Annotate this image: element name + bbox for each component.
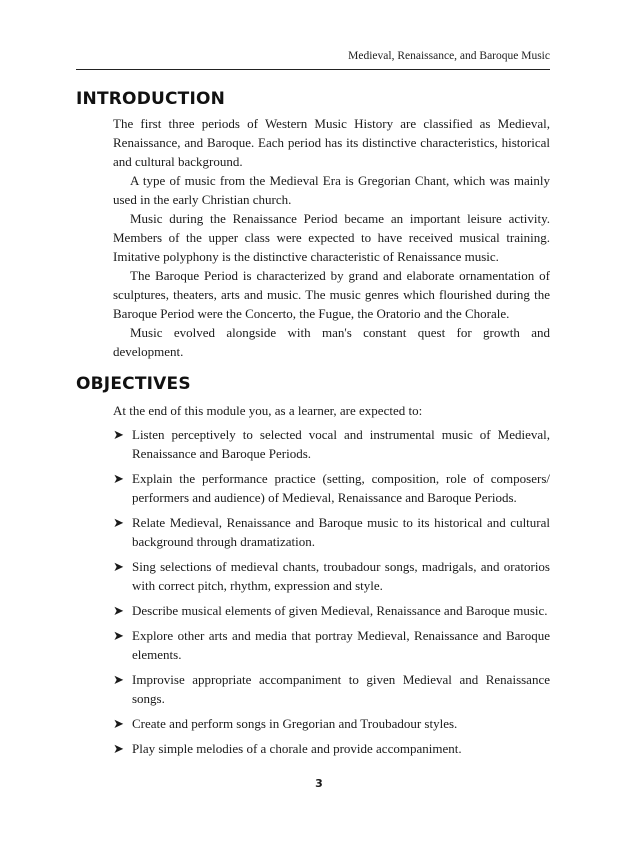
objectives-heading: OBJECTIVES (76, 374, 191, 394)
arrowhead-bullet-icon: ➤ (113, 515, 124, 530)
intro-paragraph: Music evolved alongside with man's constant quest for growth and development. (113, 325, 550, 359)
objectives-list (113, 425, 550, 764)
intro-paragraph: A type of music from the Medieval Era is Gregorian Chant, which was mainly used in the early Christian church. (113, 173, 550, 207)
arrowhead-bullet-icon: ➤ (113, 471, 124, 486)
list-item (113, 513, 550, 551)
introduction-body (113, 114, 550, 361)
introduction-heading: INTRODUCTION (76, 89, 226, 109)
list-item (113, 425, 550, 463)
arrowhead-bullet-icon: ➤ (113, 741, 124, 756)
objective-text: Explore other arts and media that portray Medieval, Renaissance and Baroque elements. (132, 628, 550, 662)
arrowhead-bullet-icon: ➤ (113, 559, 124, 574)
arrowhead-bullet-icon: ➤ (113, 672, 124, 687)
objective-text: Sing selections of medieval chants, troubadour songs, madrigals, and oratorios with correct pitch, rhythm, expression and style. (132, 559, 550, 593)
header-rule (76, 69, 550, 70)
arrowhead-bullet-icon: ➤ (113, 427, 124, 442)
list-item (113, 739, 550, 758)
list-item (113, 714, 550, 733)
objective-text: Listen perceptively to selected vocal and instrumental music of Medieval, Renaissance and Baroque Periods. (132, 427, 550, 461)
arrowhead-bullet-icon: ➤ (113, 603, 124, 618)
objective-text: Describe musical elements of given Medieval, Renaissance and Baroque music. (132, 603, 548, 618)
arrowhead-bullet-icon: ➤ (113, 628, 124, 643)
objectives-lead: At the end of this module you, as a learner, are expected to: (113, 403, 423, 418)
intro-paragraph: Music during the Renaissance Period became an important leisure activity. Members of the upper class were expected to have received musical training. Imitative polyphony is the distinctive characteristic of Renaissance music. (113, 211, 550, 264)
objective-text: Relate Medieval, Renaissance and Baroque music to its historical and cultural background through dramatization. (132, 515, 550, 549)
list-item (113, 670, 550, 708)
intro-paragraph: The Baroque Period is characterized by grand and elaborate ornamentation of sculptures, theaters, arts and music. The music genres which flourished during the Baroque Period were the Concerto, the Fugue, the Oratorio and the Chorale. (113, 268, 550, 321)
list-item (113, 601, 550, 620)
objective-text: Play simple melodies of a chorale and provide accompaniment. (132, 741, 462, 756)
objective-text: Create and perform songs in Gregorian and Troubadour styles. (132, 716, 458, 731)
list-item (113, 469, 550, 507)
objective-text: Improvise appropriate accompaniment to given Medieval and Renaissance songs. (132, 672, 550, 706)
intro-paragraph: The first three periods of Western Music History are classified as Medieval, Renaissance, and Baroque. Each period has its distinctive characteristics, historical and cultural background. (113, 116, 550, 169)
list-item (113, 557, 550, 595)
objective-text: Explain the performance practice (setting, composition, role of composers/ performers and audience) of Medieval, Renaissance and Baroque Periods. (132, 471, 550, 505)
page-number: 3 (315, 777, 323, 790)
running-header: Medieval, Renaissance, and Baroque Music (348, 50, 550, 62)
list-item (113, 626, 550, 664)
arrowhead-bullet-icon: ➤ (113, 716, 124, 731)
